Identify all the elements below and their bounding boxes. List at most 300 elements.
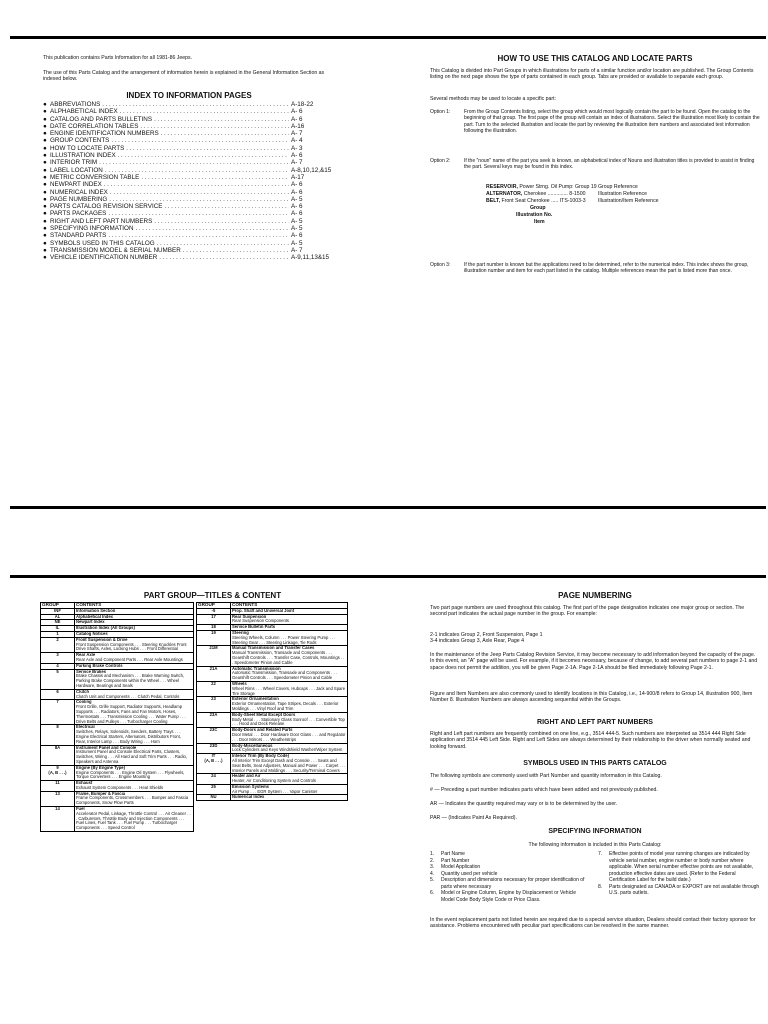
group-description: Frame Components, Crossmembers . . . Bumper and Fascia Components, Snow Plow Parts bbox=[76, 795, 189, 806]
index-entry-page: A- 7 bbox=[291, 246, 303, 254]
group-title: Interior Trim (By Body Code) bbox=[232, 753, 290, 759]
index-entry bbox=[43, 247, 335, 254]
index-title: INDEX TO INFORMATION PAGES bbox=[126, 91, 252, 100]
index-entry-label: LABEL LOCATION bbox=[50, 166, 103, 174]
group-table-right bbox=[196, 602, 348, 801]
index-entry-page: A-8,10,12,&15 bbox=[291, 166, 332, 174]
group-code: 23C bbox=[197, 728, 231, 743]
bullet-icon: ● bbox=[43, 159, 47, 167]
bullet-icon: ● bbox=[43, 246, 47, 254]
option-2-text: If the "noun" name of the part you seek is known, an alphabetical index of Nouns and illustration titles is provided to assist in finding the part. Several keys may be found in this index. bbox=[464, 158, 755, 171]
key-text: Front Seat Cherokee ..... ITS-1003-3 bbox=[500, 198, 586, 204]
group-description: Automatic Transmission, Transaxle and Components . . . Gearshift Controls . . . Speedometer Pinion and Cable bbox=[232, 670, 337, 681]
group-title: Frame, Bumper & Fascia bbox=[76, 790, 126, 796]
table-row bbox=[41, 725, 194, 745]
group-title: Wheels bbox=[232, 680, 247, 686]
spec-item-number: 5. bbox=[430, 877, 435, 883]
bullet-icon: ● bbox=[43, 203, 47, 211]
intro-text-1: This publication contains Parts Information for all 1981-86 Jeeps. bbox=[43, 55, 193, 61]
group-description: Instrument Panel and Console Electrical Parts, Clusters, Switches, Wiring . . . All Hard and Soft Trim Parts . . . Radio, Speakers and Antenna bbox=[76, 749, 188, 764]
group-code: 8A bbox=[41, 745, 75, 765]
group-contents bbox=[231, 630, 348, 645]
index-entry-page: A-16 bbox=[291, 122, 305, 130]
spec-item-text: Part Number bbox=[441, 857, 470, 864]
index-entry-page: A- 5 bbox=[291, 239, 303, 247]
right-left-text: Right and Left part numbers are frequently combined on one line, e.g., 3514 444-5. Such numbers are interpreted as 3514 444 Right Side application and 3514 445 Left Side. Right and Left Sides are always determined by their relationship to the driver when normally seated and looking forward. bbox=[430, 731, 751, 750]
bullet-icon: ● bbox=[43, 173, 47, 181]
page-numbering-p1: Two part page numbers are used throughout this catalog. The first part of the page designation indicates one major group or section. The second part indicates the actual page number in the group. For example: bbox=[430, 605, 745, 618]
group-description: Exterior Ornamentation, Tape Stripes, Decals . . . Exterior Moldings . . . Vinyl Roof and Trim bbox=[232, 701, 339, 711]
spec-item-text: Description and dimensions necessary for proper identification of parts where necessary bbox=[441, 877, 585, 890]
index-entry bbox=[43, 240, 335, 247]
index-entry bbox=[43, 137, 335, 144]
group-title: Service Bulletin Parts bbox=[232, 624, 276, 630]
index-entry bbox=[43, 203, 335, 210]
index-entry-page: A- 6 bbox=[291, 188, 303, 196]
group-description: Exhaust System Components . . . Heat Shields bbox=[76, 784, 164, 790]
index-entry-label: TRANSMISSION MODEL & SERIAL NUMBER bbox=[50, 246, 181, 254]
group-contents bbox=[75, 653, 194, 664]
group-description: Steering Wheels, Column . . . Power Steering Pump . . . Steering Gear . . . Steering Linkage, Tie Rods bbox=[232, 634, 336, 645]
bullet-icon: ● bbox=[43, 144, 47, 152]
group-title: Rear Axle bbox=[76, 652, 96, 658]
group-code: 23A bbox=[197, 712, 231, 727]
bullet-icon: ● bbox=[43, 225, 47, 233]
table-row bbox=[197, 630, 348, 645]
group-contents bbox=[231, 743, 348, 754]
group-title: Fuel bbox=[76, 806, 85, 812]
bullet-icon: ● bbox=[43, 166, 47, 174]
table-row bbox=[197, 666, 348, 681]
index-entry-page: A- 6 bbox=[291, 210, 303, 218]
index-entry bbox=[43, 167, 335, 174]
group-contents bbox=[75, 807, 194, 832]
spec-item bbox=[598, 851, 760, 884]
group-description: Rear Suspension Components bbox=[232, 618, 290, 624]
index-entry-label: ABBREVIATIONS bbox=[50, 101, 101, 108]
bullet-icon: ● bbox=[43, 122, 47, 130]
bullet-icon: ● bbox=[43, 115, 47, 123]
group-title: Front Suspension & Drive bbox=[76, 636, 128, 642]
symbols-title: SYMBOLS USED IN THIS PARTS CATALOG bbox=[523, 760, 667, 767]
leader-dots bbox=[102, 101, 289, 108]
symbols-intro: The following symbols are commonly used with Part Number and quantity information in this Catalog. bbox=[430, 773, 662, 779]
group-description: Brake Chassis and Mechanism . . . Brake Warning Switch, Parking Brake Components within the Wheel . . . Wheel Hardware, Bearings and Seals bbox=[76, 673, 185, 688]
key-illustration-label: Illustration No. bbox=[516, 212, 553, 218]
group-description: Front Grille, Grille Support, Radiator Supports, Headlamp Supports . . . Radiators, Fans and Fan Motors, Hoses, Thermostats . . . Transmission Cooling . . . Water Pump . . . Drive Belts and Pulleys . . . Turbocharger Cooling bbox=[76, 704, 186, 724]
group-description: Accelerator Pedal, Linkage, Throttle Control . . . Air Cleaner . . . Carburetors, Throttle Body and Injection Components . . . Fuel Lines, Fuel Tank . . . Fuel Pump . . . Turbocharger Components . . . Speed Control bbox=[76, 810, 191, 831]
table-row bbox=[197, 795, 348, 801]
table-row bbox=[41, 700, 194, 725]
table-row bbox=[197, 784, 348, 795]
group-description: Front Suspension Components . . . Steering Knuckles Front Drive Shafts, Axles, Locking Hubs . . . Front Differential bbox=[76, 641, 187, 652]
option-1-label: Option 1: bbox=[430, 109, 451, 115]
group-code: 2 bbox=[41, 637, 75, 652]
bullet-icon: ● bbox=[43, 239, 47, 247]
how-to-intro: This Catalog is divided into Part Groups in which illustrations for parts of a similar function and/or location are published. The Group Contents listing on the next page shows the type of parts contained in each group. Tabs are provided or available to separate each group. bbox=[430, 68, 754, 81]
group-contents bbox=[231, 784, 348, 795]
key-text: Cherokee .............. 8-1500 bbox=[522, 191, 586, 197]
group-code: 24 bbox=[197, 774, 231, 785]
leader-dots bbox=[108, 232, 289, 239]
leader-dots bbox=[161, 130, 289, 137]
leader-dots bbox=[159, 254, 289, 261]
spec-item-number: 1. bbox=[430, 851, 435, 857]
leader-dots bbox=[99, 159, 289, 166]
index-entry-label: ILLUSTRATION INDEX bbox=[50, 152, 116, 160]
index-entry-page: A- 3 bbox=[291, 144, 303, 152]
group-code: -5 bbox=[197, 608, 231, 614]
index-entry-label: GROUP CONTENTS bbox=[50, 137, 110, 145]
intro-text-2: The use of this Parts Catalog and the arrangement of information herein is explained in the General Information Section as indexed below. bbox=[43, 70, 325, 83]
table-row bbox=[197, 774, 348, 785]
index-entry-label: PAGE NUMBERING bbox=[50, 195, 108, 203]
top-page-rule bbox=[10, 36, 766, 39]
group-code: INF bbox=[41, 608, 75, 614]
table-row bbox=[41, 669, 194, 689]
group-code: 21M bbox=[197, 646, 231, 666]
specifying-intro: The following information is included in this Parts Catalog: bbox=[528, 842, 662, 848]
group-code: 13 bbox=[41, 791, 75, 806]
group-code: 7 bbox=[41, 700, 75, 725]
index-entry-page: A- 6 bbox=[291, 232, 303, 240]
group-title: Engine (By Engine Type) bbox=[76, 764, 126, 770]
index-entry bbox=[43, 101, 335, 108]
group-contents bbox=[231, 728, 348, 743]
option-3-label: Option 3: bbox=[430, 262, 451, 268]
group-contents bbox=[231, 795, 348, 801]
group-title: Parking Brake Controls bbox=[76, 662, 123, 668]
spec-item-number: 8. bbox=[598, 883, 603, 890]
bullet-icon: ● bbox=[43, 137, 47, 145]
index-entry bbox=[43, 123, 335, 130]
symbols-par: PAR — (Indicates Paint As Required). bbox=[430, 815, 517, 821]
key-text: Power Strng. Oil Pump: Group 19 bbox=[517, 184, 597, 190]
bullet-icon: ● bbox=[43, 210, 47, 218]
col-header-group: GROUP bbox=[41, 603, 75, 609]
group-title: Prop. Shaft and Universal Joint bbox=[232, 607, 295, 613]
bullet-icon: ● bbox=[43, 195, 47, 203]
groups-title: PART GROUP—TITLES & CONTENT bbox=[143, 591, 282, 600]
index-entry bbox=[43, 116, 335, 123]
group-contents bbox=[75, 689, 194, 700]
group-code: 11 bbox=[41, 781, 75, 792]
leader-dots bbox=[109, 196, 289, 203]
group-contents bbox=[75, 765, 194, 780]
leader-dots bbox=[164, 203, 289, 210]
group-title: Automatic Transmission bbox=[232, 665, 281, 671]
table-row bbox=[41, 745, 194, 765]
index-entry-page: A- 6 bbox=[291, 152, 303, 160]
group-code: IT (A, B . . .) bbox=[197, 754, 231, 774]
group-code: 4 bbox=[41, 663, 75, 669]
index-entry-page: A- 6 bbox=[291, 115, 303, 123]
group-description: Manual Transmission, Transaxle and Components . . . Gearshift Controls . . . Transfer Case, Controls, Mountings . . . Speedometer Pinion and Cable bbox=[232, 650, 345, 665]
index-entry-label: VEHICLE IDENTIFICATION NUMBER bbox=[50, 254, 158, 262]
group-contents bbox=[231, 754, 348, 774]
how-to-title: HOW TO USE THIS CATALOG AND LOCATE PARTS bbox=[497, 54, 693, 63]
group-code: AL bbox=[41, 614, 75, 620]
index-entry bbox=[43, 189, 335, 196]
leader-dots bbox=[126, 145, 289, 152]
page-numbering-p2: 2-1 indicates Group 2, Front Suspension, Page 1 3-4 indicates Group 3, Axle Rear, Page 4 bbox=[430, 632, 543, 645]
leader-dots bbox=[154, 116, 289, 123]
index-entry-label: PARTS PACKAGES bbox=[50, 210, 107, 218]
group-code: 23 bbox=[197, 697, 231, 712]
index-entry bbox=[43, 181, 335, 188]
bottom-page-rule bbox=[10, 575, 766, 578]
group-code: 6 bbox=[41, 689, 75, 700]
table-row bbox=[41, 781, 194, 792]
group-title: Heater and Air bbox=[232, 773, 261, 779]
index-entry bbox=[43, 108, 335, 115]
group-contents bbox=[231, 697, 348, 712]
table-row bbox=[41, 807, 194, 832]
index-entry-label: RIGHT AND LEFT PART NUMBERS bbox=[50, 217, 153, 225]
group-contents bbox=[75, 791, 194, 806]
specifying-list-left bbox=[430, 851, 590, 903]
table-row bbox=[197, 743, 348, 754]
table-row bbox=[197, 697, 348, 712]
bullet-icon: ● bbox=[43, 130, 47, 138]
option-3-text: If the part number is known but the applications need to be determined, refer to the numerical index. This index shows the group, illustration number and item for each part listed in the catalog. Multiple references mean the part is listed more than once. bbox=[464, 262, 749, 275]
spec-item-text: Part Name bbox=[441, 851, 465, 857]
index-entry-page: A- 5 bbox=[291, 217, 303, 225]
spec-item-number: 6. bbox=[430, 890, 435, 896]
how-to-methods: Several methods may be used to locate a specific part: bbox=[430, 96, 557, 102]
table-row bbox=[41, 689, 194, 700]
spec-item-text: Model or Engine Column, Engine by Displacement or Vehicle Model Code Body Style Code or Price Class. bbox=[441, 890, 577, 903]
spec-item-number: 7. bbox=[598, 851, 603, 857]
bullet-icon: ● bbox=[43, 217, 47, 225]
group-title: Newpart Index bbox=[76, 619, 105, 625]
index-entry-label: STANDARD PARTS bbox=[50, 232, 107, 240]
group-code: NE bbox=[41, 620, 75, 626]
index-entry-page: A- 7 bbox=[291, 130, 303, 138]
spec-item-number: 3. bbox=[430, 864, 435, 870]
group-description: Air Pump . . . EGR System . . . Vapor Canister bbox=[232, 788, 318, 794]
group-title: Numerical Index bbox=[232, 794, 265, 800]
col-header-contents: CONTENTS bbox=[231, 603, 348, 609]
group-title: Body-Doors and Related Parts bbox=[232, 727, 293, 733]
leader-dots bbox=[120, 108, 289, 115]
index-entry bbox=[43, 159, 335, 166]
group-contents bbox=[75, 781, 194, 792]
key-group-label: Group bbox=[530, 205, 546, 211]
spec-item-text: Effective points of model year running changes are indicated by vehicle serial number, engine number or body number where applicable. When serial number effective points are not available, production effective dates are used. (Refer to the Federal Certification Label for the build date.) bbox=[609, 851, 754, 883]
group-title: Clutch bbox=[76, 688, 90, 694]
index-entry-label: NEWPART INDEX bbox=[50, 181, 102, 189]
index-entry bbox=[43, 152, 335, 159]
spec-item bbox=[430, 877, 590, 890]
group-contents bbox=[231, 666, 348, 681]
group-code: 17 bbox=[197, 614, 231, 625]
index-entry-page: A- 5 bbox=[291, 225, 303, 233]
option-2-label: Option 2: bbox=[430, 158, 451, 164]
group-title: Cooling bbox=[76, 699, 92, 705]
group-description: Engine Components . . . Engine Oil System . . . Flywheels, Torque Converters . . . Engine Mounting bbox=[76, 769, 185, 780]
table-row bbox=[41, 637, 194, 652]
symbols-ar: AR — Indicates the quantity required may vary or is to be determined by the user. bbox=[430, 801, 618, 807]
option-2 bbox=[430, 158, 760, 171]
key-bold: BELT, bbox=[486, 198, 501, 204]
group-title: Body-Miscellaneous bbox=[232, 742, 273, 748]
key-item-label: Item bbox=[534, 219, 545, 225]
group-description: Door Metal . . . Door Hardware Door Glass . . . and Regulator . . . Door Mirrors . . . Weatherstrips bbox=[232, 731, 346, 742]
index-entry-page: A-9,11,13&15 bbox=[291, 254, 330, 262]
group-description: Switches, Relays, Solenoids, Senders, Battery Trays . . . Engine Electrical Starters, Alternators, Distributors Front, Rear, Interior Lamp . . . Body Wiring . . . Horn bbox=[76, 729, 181, 744]
group-code: NU bbox=[197, 795, 231, 801]
index-entry-page: A-17 bbox=[291, 173, 305, 181]
table-row bbox=[197, 681, 348, 696]
group-code: 1 bbox=[41, 631, 75, 637]
group-contents bbox=[231, 646, 348, 666]
table-row bbox=[197, 614, 348, 625]
index-entry-label: DATE CORRELATION TABLES bbox=[50, 122, 139, 130]
index-entry-label: PARTS CATALOG REVISION SERVICE bbox=[50, 203, 163, 211]
table-row bbox=[197, 712, 348, 727]
leader-dots bbox=[108, 210, 289, 217]
index-entry-label: METRIC CONVERSION TABLE bbox=[50, 173, 140, 181]
index-entry bbox=[43, 210, 335, 217]
leader-dots bbox=[157, 240, 289, 247]
group-code: 14 bbox=[41, 807, 75, 832]
spec-item-text: Quantity used per vehicle bbox=[441, 870, 498, 877]
index-entry-page: A- 6 bbox=[291, 203, 303, 211]
group-contents bbox=[231, 712, 348, 727]
specifying-footer: In the event replacement parts not listed herein are required due to a special service situation, Dealers should contact their factory sponsor for assistance. Problems encountered with peculiar part specifications can be resolved in the same manner. bbox=[430, 917, 756, 930]
bullet-icon: ● bbox=[43, 188, 47, 196]
group-title: Steering bbox=[232, 629, 249, 635]
index-entry-label: ALPHABETICAL INDEX bbox=[50, 108, 118, 116]
group-code: 22 bbox=[197, 681, 231, 696]
option-3 bbox=[430, 262, 760, 275]
col-header-contents: CONTENTS bbox=[75, 603, 194, 609]
group-table-left bbox=[40, 602, 194, 832]
group-code: 5 bbox=[41, 669, 75, 689]
key-ref: Illustration/Item Reference bbox=[598, 198, 659, 204]
group-description: Clutch Unit and Components . . . Clutch Pedal, Controls bbox=[76, 693, 180, 699]
spec-item-text: Model Application bbox=[441, 864, 481, 870]
group-contents bbox=[75, 725, 194, 745]
index-entry-page: A- 4 bbox=[291, 137, 303, 145]
group-code: IL bbox=[41, 626, 75, 632]
group-contents bbox=[75, 669, 194, 689]
spec-item-number: 4. bbox=[430, 870, 435, 877]
index-entry-label: ENGINE IDENTIFICATION NUMBERS bbox=[50, 130, 159, 138]
group-title: Catalog Notices bbox=[76, 630, 108, 636]
leader-dots bbox=[104, 181, 289, 188]
group-contents bbox=[231, 774, 348, 785]
col-header-group: GROUP bbox=[197, 603, 231, 609]
group-title: Manual Transmission and Transfer Cases bbox=[232, 645, 315, 651]
table-row bbox=[197, 728, 348, 743]
table-row bbox=[41, 791, 194, 806]
bullet-icon: ● bbox=[43, 181, 47, 189]
group-contents bbox=[231, 681, 348, 696]
page-numbering-p4: Figure and Item Numbers are also commonly used to identify locations in this Catalog, i.e., 14-900/8 refers to Group 14, illustration 900, Item Number 8. Illustration Numbers are always ascending sequential within the Groups. bbox=[430, 691, 753, 704]
page-numbering-p3: In the maintenance of the Jeep Parts Catalog Revision Service, it may become necessary to add information beyond the capacity of the page. In this event, an "A" page will be used. For example, if it becomes necessary, because of change, to add several part numbers to page 2-1 and space does not permit the addition, you will be given Page 2-1A. Page 2-1A should be filed immediately following Page 2-1. bbox=[430, 652, 758, 671]
index-list bbox=[43, 101, 335, 262]
leader-dots bbox=[118, 152, 289, 159]
group-code: 8 bbox=[41, 725, 75, 745]
leader-dots bbox=[110, 189, 289, 196]
index-entry-page: A- 7 bbox=[291, 159, 303, 167]
right-left-title: RIGHT AND LEFT PART NUMBERS bbox=[537, 719, 653, 726]
group-contents bbox=[75, 700, 194, 725]
group-description: Lock Cylinders and Keys Windshield Washer/Wiper System bbox=[232, 747, 343, 753]
group-description: Rear Axle and Component Parts . . . Rear Axle Mountings bbox=[76, 656, 183, 662]
group-code: 19 bbox=[197, 630, 231, 645]
table-row bbox=[197, 646, 348, 666]
bullet-icon: ● bbox=[43, 101, 47, 108]
group-title: Instrument Panel and Console bbox=[76, 744, 137, 750]
leader-dots bbox=[141, 174, 289, 181]
group-contents bbox=[231, 614, 348, 625]
index-entry-page: A- 6 bbox=[291, 108, 303, 116]
group-description: Wheel Rims . . . Wheel Covers, Hubcaps . . . Jack and Spare Tire Storage bbox=[232, 685, 346, 696]
index-entry-label: INTERIOR TRIM bbox=[50, 159, 98, 167]
group-description: Heater, Air Conditioning System and Controls bbox=[232, 778, 317, 784]
leader-dots bbox=[154, 218, 289, 225]
index-key-examples bbox=[486, 184, 659, 226]
index-entry-page: A-18-22 bbox=[291, 101, 314, 108]
group-code: 21A bbox=[197, 666, 231, 681]
index-entry-label: SPECIFYING INFORMATION bbox=[50, 225, 134, 233]
group-title: Information Section bbox=[76, 607, 116, 613]
group-title: Service Brakes bbox=[76, 668, 107, 674]
group-title: Exterior Ornamentation bbox=[232, 696, 279, 702]
group-code: 25 bbox=[197, 784, 231, 795]
option-1 bbox=[430, 109, 760, 134]
index-entry bbox=[43, 218, 335, 225]
index-entry bbox=[43, 196, 335, 203]
page-divider-rule bbox=[10, 506, 766, 509]
key-ref: Group Reference bbox=[598, 184, 638, 190]
bullet-icon: ● bbox=[43, 152, 47, 160]
spec-item-number: 2. bbox=[430, 857, 435, 864]
index-entry-label: HOW TO LOCATE PARTS bbox=[50, 144, 125, 152]
specifying-title: SPECIFYING INFORMATION bbox=[548, 828, 642, 835]
spec-item-text: Parts designated as CANADA or EXPORT are not available through U.S. parts outlets. bbox=[609, 883, 760, 896]
group-code: 3 bbox=[41, 653, 75, 664]
index-entry bbox=[43, 232, 335, 239]
index-entry bbox=[43, 130, 335, 137]
leader-dots bbox=[183, 247, 289, 254]
bullet-icon: ● bbox=[43, 108, 47, 116]
group-title: Emission Systems bbox=[232, 783, 270, 789]
index-entry-label: CATALOG AND PARTS BULLETINS bbox=[50, 115, 153, 123]
leader-dots bbox=[111, 137, 289, 144]
group-code: 9 (A, B . . .) bbox=[41, 765, 75, 780]
group-title: Illustration Index (All Groups) bbox=[76, 625, 135, 631]
group-description: Body Metal . . . Stationary Glass Sunroof . . . Convertible Top . . . Hood and Deck Release bbox=[232, 716, 345, 727]
table-row bbox=[41, 765, 194, 780]
index-entry bbox=[43, 174, 335, 181]
spec-item bbox=[598, 884, 760, 897]
bullet-icon: ● bbox=[43, 232, 47, 240]
key-bold: RESERVOIR, bbox=[486, 184, 518, 190]
key-bold: ALTERNATOR, bbox=[486, 191, 523, 197]
leader-dots bbox=[136, 225, 290, 232]
index-entry bbox=[43, 145, 335, 152]
group-contents bbox=[75, 745, 194, 765]
group-description: All Interior Trim Except Dash and Console . . . Seats and Seat Belts, Seat Adjusters, Manual and Power . . . Carpet . . . Interior Panels and Moldings . . . Security/Terminal Covers bbox=[232, 757, 346, 773]
group-code: 18 bbox=[197, 625, 231, 631]
option-1-text: From the Group Contents listing, select the group which would most logically contain the part to be found. Open the catalog to the beginning of that group. The first page of the group will contain an index of illustrations. Select the illustration most likely to contain the part. Turn to the selected illustration and locate the part by reviewing the illustration item numbers and associated text information following the illustration. bbox=[464, 109, 760, 134]
spec-item bbox=[430, 890, 590, 903]
index-entry bbox=[43, 225, 335, 232]
